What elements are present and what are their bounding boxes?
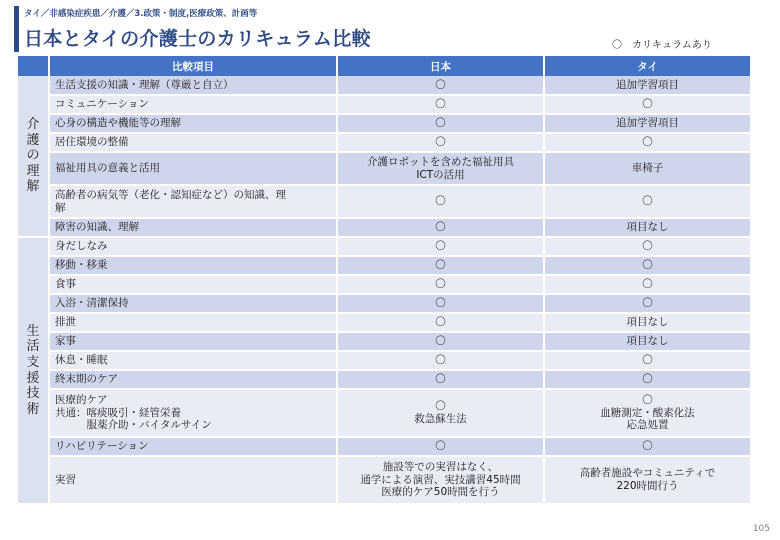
cell-japan [337,133,544,152]
cell-japan [337,76,544,95]
cell-line: 〇 [435,117,446,130]
cell-japan [337,370,544,389]
header-item: 比較項目 [49,56,337,76]
table-row [17,275,751,294]
cell-line: 〇 [435,240,446,253]
cell-line: 〇 [435,335,446,348]
table-row [17,114,751,133]
cell-thailand [544,294,751,313]
cell-line: 〇 [642,297,653,310]
cell-japan [337,332,544,351]
cell-item [49,370,337,389]
cell-line: 通学による演習、実技講習45時間 [360,473,521,486]
cell-line: 施設等での実習はなく、 [382,461,499,474]
cell-item [49,332,337,351]
cell-japan [337,114,544,133]
table-row [17,370,751,389]
cell-japan [337,237,544,256]
cell-line: 項目なし [626,335,669,348]
cell-line: 〇 [642,136,653,149]
cell-japan [337,152,544,185]
cell-japan [337,351,544,370]
cell-line: 〇 [642,195,653,208]
cell-thailand [544,133,751,152]
cell-item [49,152,337,185]
cell-line: 生活支援の知識・理解（尊厳と自立） [55,78,234,91]
cell-japan [337,456,544,504]
cell-item [49,456,337,504]
cell-line: 〇 [642,98,653,111]
cell-line: 〇 [435,297,446,310]
table-row [17,389,751,437]
cell-line: 〇 [642,354,653,367]
category-char: 活 [26,339,40,355]
cell-line: 車椅子 [631,162,664,175]
cell-japan [337,294,544,313]
cell-line: 身だしなみ [55,240,108,253]
cell-line: 共通：喀痰吸引・経管栄養 [55,406,181,419]
category-char: 理 [26,163,40,179]
cell-line: 〇 [642,278,653,291]
breadcrumb: タイ／非感染症疾患／介護／3.政策・制度,医療政策、計画等 [24,9,258,19]
cell-thailand [544,218,751,237]
cell-line: 高齢者の病気等（老化・認知症など）の知識、理 [55,188,286,201]
page-title: 日本とタイの介護士のカリキュラム比較 [24,28,371,50]
cell-thailand [544,456,751,504]
cell-thailand [544,437,751,456]
category-char: 介 [26,117,40,133]
cell-thailand [544,152,751,185]
cell-thailand [544,275,751,294]
cell-line: 〇 [435,136,446,149]
cell-thailand [544,237,751,256]
table-row [17,313,751,332]
category-char: 術 [26,401,40,417]
cell-item [49,389,337,437]
category-char: 支 [26,354,40,370]
cell-line: 〇 [642,440,653,453]
curriculum-comparison-table [16,56,752,505]
cell-line: 食事 [55,278,76,291]
cell-item [49,275,337,294]
legend: 〇 カリキュラムあり [612,40,712,51]
table-row [17,351,751,370]
cell-thailand [544,389,751,437]
cell-thailand [544,351,751,370]
category-life [17,237,49,504]
cell-line: 応急処置 [626,419,669,432]
cell-thailand [544,313,751,332]
category-char: 援 [26,370,40,386]
cell-japan [337,437,544,456]
cell-thailand [544,332,751,351]
cell-thailand [544,95,751,114]
cell-line: 福祉用具の意義と活用 [55,162,160,175]
table-header-row [17,56,751,76]
cell-japan [337,256,544,275]
cell-japan [337,313,544,332]
table-row [17,437,751,456]
cell-line: 220時間行う [616,480,679,492]
cell-line: 救急蘇生法 [414,413,467,425]
cell-japan [337,218,544,237]
header-thailand: タイ [544,56,751,76]
cell-item [49,114,337,133]
cell-line: 〇 [435,440,446,453]
category-char: 生 [26,323,40,339]
table-row [17,456,751,504]
category-char: 解 [26,179,40,195]
cell-item [49,237,337,256]
cell-line: 移動・移乗 [55,259,108,272]
cell-line: 服薬介助・バイタルサイン [55,419,212,432]
table-row [17,218,751,237]
cell-line: リハビリテーション [55,440,149,453]
cell-line: 排泄 [55,316,76,329]
cell-item [49,351,337,370]
cell-line: 〇 [435,98,446,111]
cell-thailand [544,114,751,133]
cell-thailand [544,185,751,218]
title-accent-bar [14,6,19,52]
cell-line: 医療的ケア [55,394,108,407]
table-row [17,76,751,95]
cell-line: 血糖測定・酸素化法 [600,406,695,419]
cell-line: 〇 [642,259,653,272]
cell-line: 〇 [435,78,446,91]
cell-line: 〇 [435,354,446,367]
cell-item [49,95,337,114]
cell-line: 〇 [642,240,653,253]
table-row [17,95,751,114]
cell-line: 〇 [435,316,446,329]
cell-japan [337,275,544,294]
cell-line: 休息・睡眠 [55,354,108,367]
cell-item [49,133,337,152]
cell-thailand [544,256,751,275]
cell-japan [337,389,544,437]
cell-line: 実習 [55,473,76,486]
cell-line: 〇 [435,278,446,291]
cell-line: 心身の構造や機能等の理解 [55,117,181,130]
cell-line: 〇 [642,373,653,386]
table-row [17,294,751,313]
table-row [17,185,751,218]
cell-thailand [544,76,751,95]
cell-line: 追加学習項目 [616,78,679,91]
cell-item [49,437,337,456]
page-number: 105 [752,524,770,534]
table-row [17,256,751,275]
table-row [17,237,751,256]
cell-line: 〇 [435,400,446,413]
cell-item [49,256,337,275]
cell-line: 〇 [435,373,446,386]
cell-item [49,185,337,218]
cell-line: 項目なし [626,221,669,234]
cell-line: 〇 [435,221,446,234]
cell-item [49,218,337,237]
cell-line: 追加学習項目 [616,117,679,130]
cell-line: コミュニケーション [55,98,149,111]
category-char: 技 [26,386,40,402]
cell-japan [337,185,544,218]
table-row [17,152,751,185]
cell-japan [337,95,544,114]
table-body [17,76,751,504]
cell-line: 項目なし [626,316,669,329]
category-char: 護 [26,132,40,148]
cell-item [49,76,337,95]
cell-line: 解 [55,201,66,214]
table-row [17,332,751,351]
cell-item [49,313,337,332]
table-row [17,133,751,152]
header-japan: 日本 [337,56,544,76]
cell-item [49,294,337,313]
cell-line: 〇 [435,259,446,272]
cell-line: ICTの活用 [416,168,465,181]
header-corner [17,56,49,76]
cell-line: 居住環境の整備 [55,136,129,149]
cell-line: 〇 [435,195,446,208]
category-care [17,76,49,237]
cell-line: 介護ロボットを含めた福祉用具 [367,155,514,168]
category-char: の [26,148,40,164]
cell-line: 家事 [55,335,76,348]
cell-line: 終末期のケア [55,373,118,386]
cell-thailand [544,370,751,389]
cell-line: 障害の知識、理解 [55,221,139,234]
cell-line: 〇 [642,394,653,407]
cell-line: 医療的ケア50時間を行う [381,486,500,499]
cell-line: 高齢者施設やコミュニティで [579,467,716,480]
cell-line: 入浴・清潔保持 [55,297,129,310]
